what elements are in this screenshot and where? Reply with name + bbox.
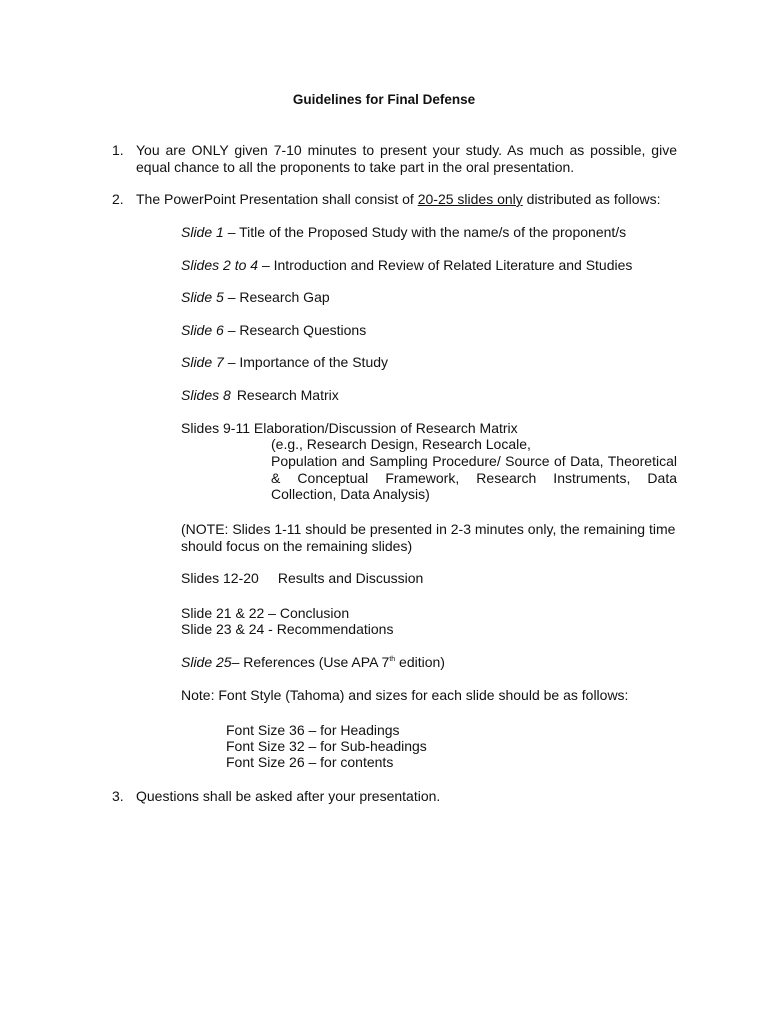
slide-label: Slide 6 — [181, 322, 224, 338]
slide-desc: Results and Discussion — [277, 570, 424, 586]
slide-line — [181, 387, 339, 404]
slide-line — [181, 224, 626, 241]
slide-desc: – Research Questions — [223, 322, 367, 338]
document-title: Guidelines for Final Defense — [292, 92, 476, 107]
slide-label: Slides 12-20 — [181, 570, 259, 586]
slide-desc: – Title of the Proposed Study with the name/s of the proponent/s — [223, 224, 627, 240]
references-desc-after: edition) — [395, 654, 445, 670]
slides-9-11-line1: (e.g., Research Design, Research Locale, — [271, 436, 531, 452]
slide-label: Slide 5 — [181, 289, 224, 305]
slide-desc: Research Matrix — [236, 387, 339, 403]
slide-label: Slides 2 to 4 — [181, 257, 259, 273]
item-3-text: Questions shall be asked after your presentation. — [136, 788, 441, 804]
slides-note: (NOTE: Slides 1-11 should be presented in 2-3 minutes only, the remaining time should focus on the remaining slides) — [181, 521, 676, 554]
item-2-underlined: 20-25 slides only — [417, 191, 523, 207]
font-size-line: Font Size 32 – for Sub-headings — [226, 738, 427, 754]
item-2-text — [136, 191, 677, 208]
slide-line — [181, 322, 366, 339]
references-sup: th — [389, 656, 396, 663]
slide-desc: – Research Gap — [223, 289, 330, 305]
item-number: 3. — [112, 788, 124, 804]
slide-line — [181, 354, 388, 371]
item-number: 2. — [112, 191, 124, 207]
item-number: 1. — [112, 142, 124, 158]
slide-label: Slide 25 — [181, 654, 232, 670]
slides-9-11-heading: Slides 9-11 Elaboration/Discussion of Research Matrix — [181, 420, 518, 436]
item-1-text: You are ONLY given 7-10 minutes to present your study. As much as possible, give equal chance to all the proponents to take part in the oral presentation. — [136, 142, 677, 175]
recommendations-line: Slide 23 & 24 - Recommendations — [181, 621, 394, 637]
font-size-line: Font Size 36 – for Headings — [226, 722, 400, 738]
slide-desc: – Importance of the Study — [223, 354, 389, 370]
slide-line — [181, 289, 330, 306]
slide-line — [181, 257, 632, 274]
references-desc-before: – References (Use APA 7 — [231, 654, 390, 670]
conclusion-line: Slide 21 & 22 – Conclusion — [181, 605, 350, 621]
slide-label: Slides 8 — [181, 387, 231, 403]
slide-label: Slide 1 — [181, 224, 224, 240]
font-size-line: Font Size 26 – for contents — [226, 754, 394, 770]
item-2-text-before: The PowerPoint Presentation shall consist of — [136, 191, 418, 207]
references-line — [181, 654, 445, 671]
font-note: Note: Font Style (Tahoma) and sizes for each slide should be as follows: — [181, 687, 629, 703]
slide-label: Slide 7 — [181, 354, 224, 370]
slide-desc: – Introduction and Review of Related Literature and Studies — [258, 257, 633, 273]
slide-line — [181, 570, 423, 587]
item-2-text-after: distributed as follows: — [522, 191, 661, 207]
slides-9-11-line2: Population and Sampling Procedure/ Source of Data, Theoretical & Conceptual Framework, Research Instruments, Data Collection, Data Analysis) — [271, 453, 677, 502]
